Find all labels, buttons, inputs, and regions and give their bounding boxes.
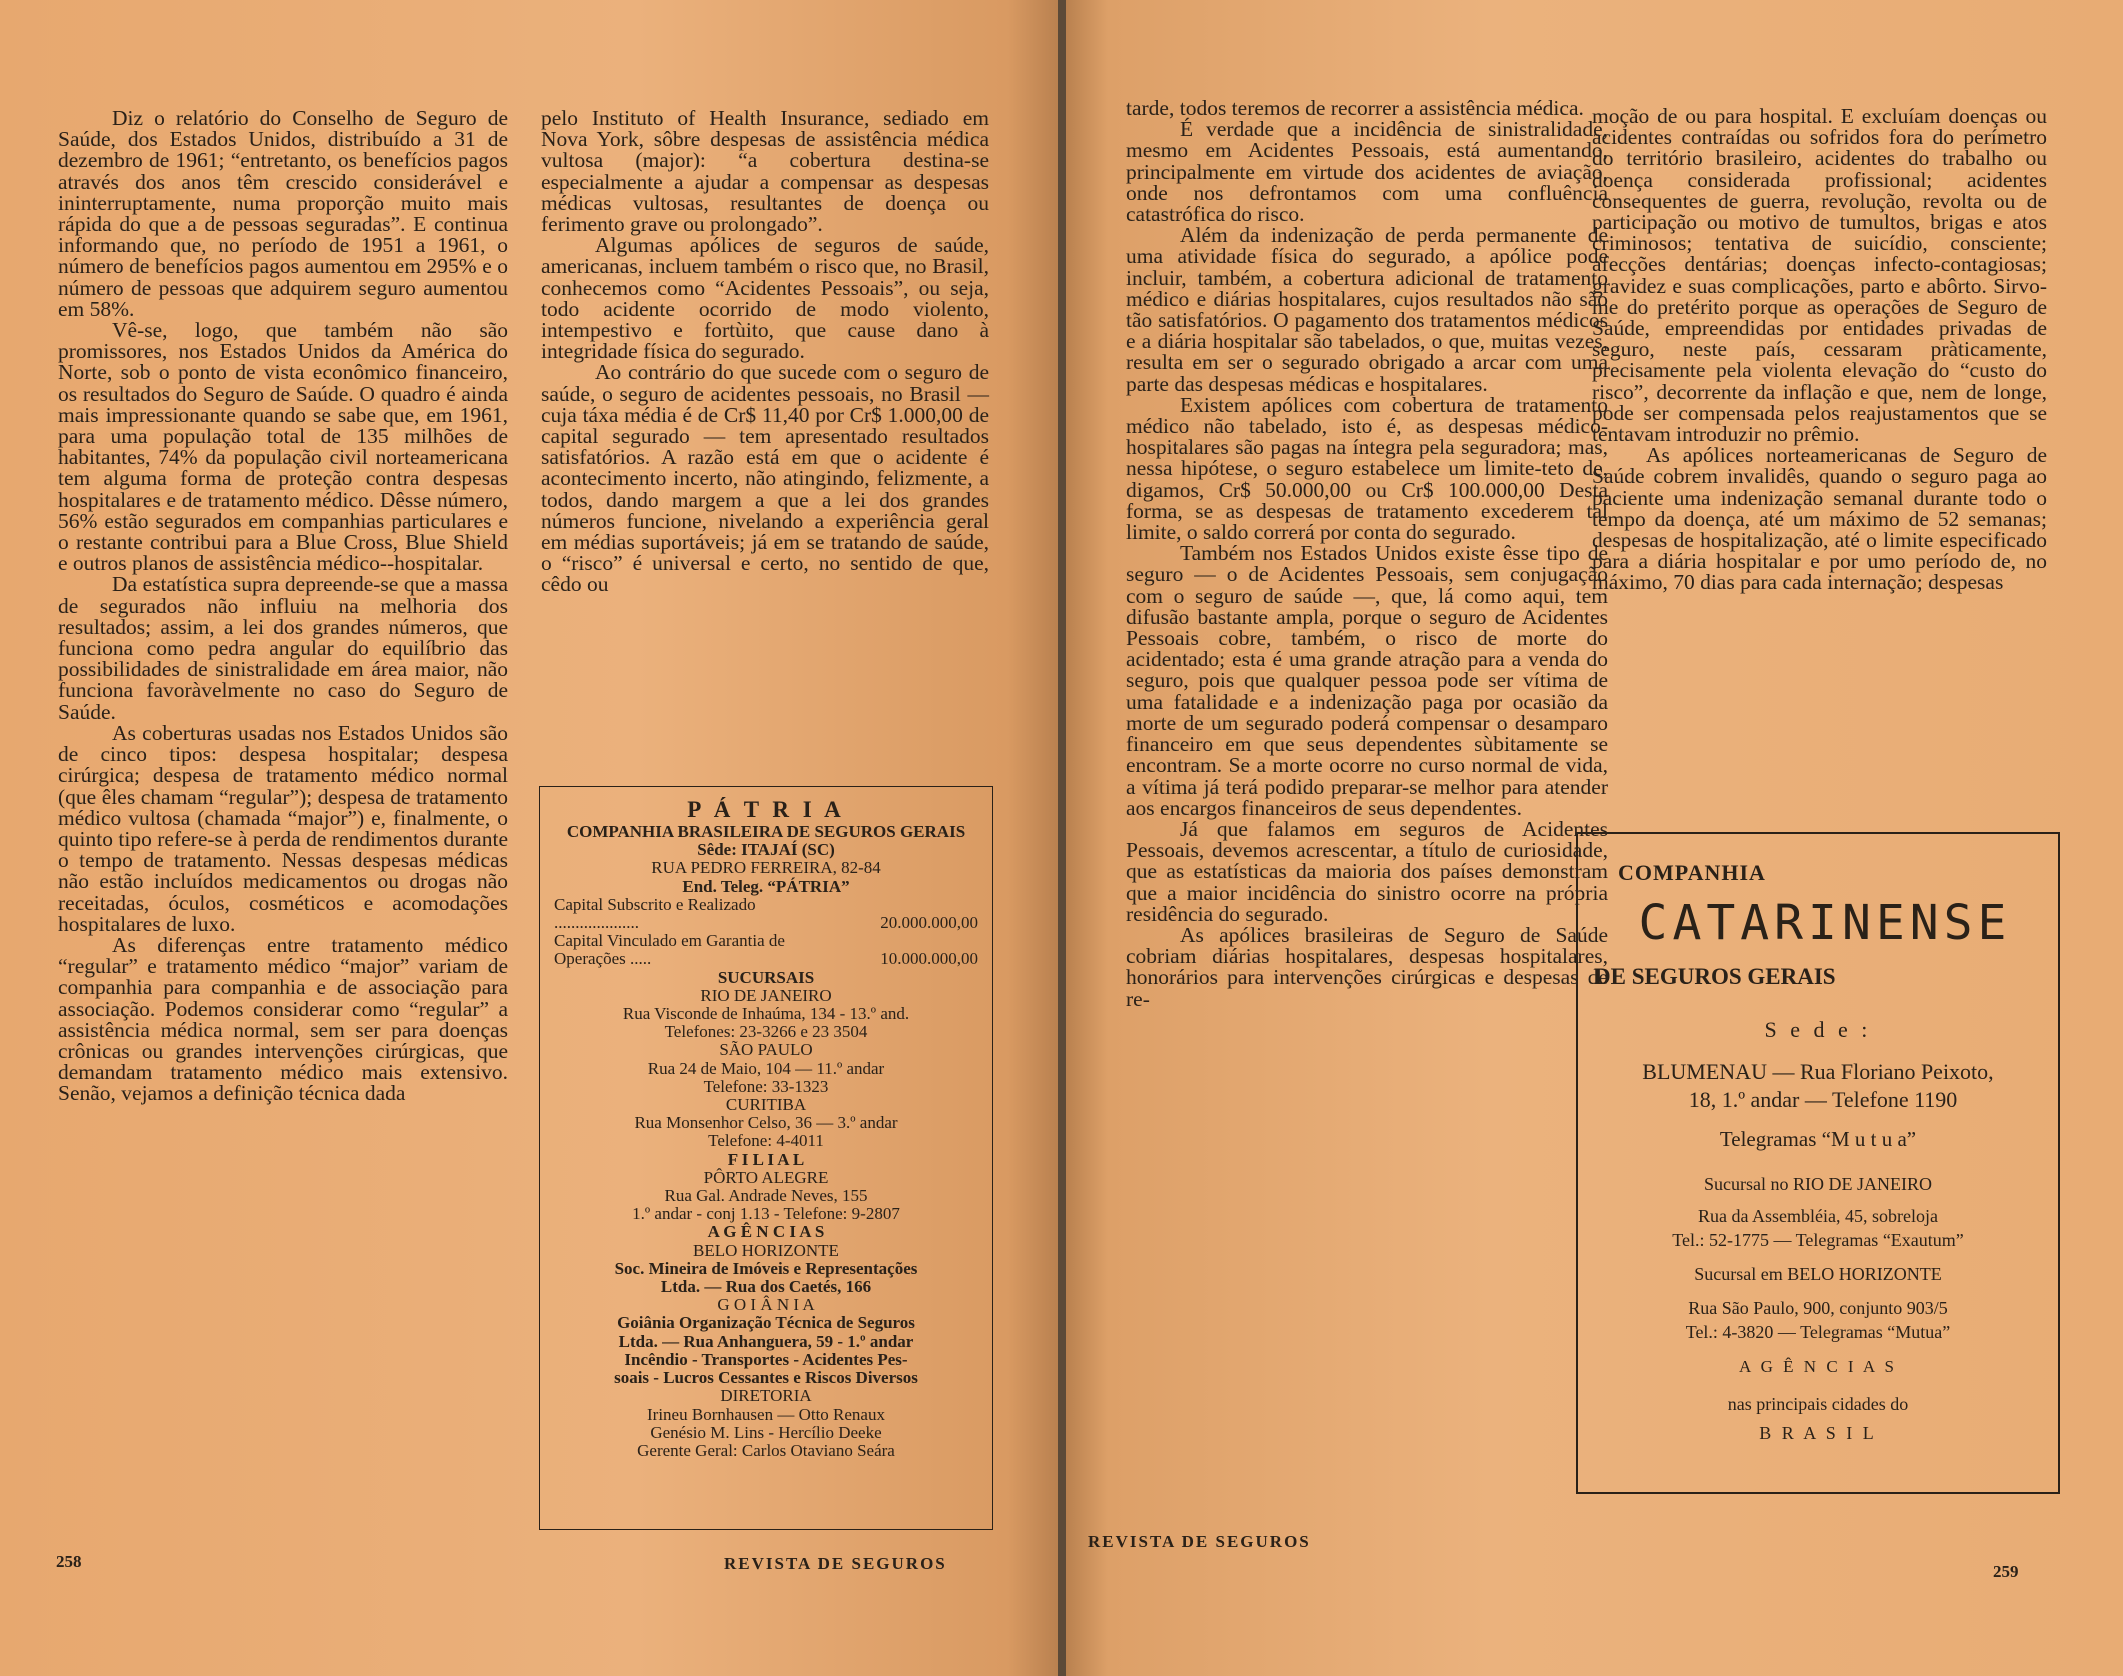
ad-telegram: Telegramas “M u t u a” [1719,1127,1917,1151]
ad-line: Rua 24 de Maio, 104 — 11.º andar [647,1058,885,1078]
right-page [1066,0,2123,1676]
ad-capital-value: 20.000.000,00 [880,913,978,933]
ad-line: Irineu Bornhausen — Otto Renaux [647,1404,885,1424]
ad-line: 1.º andar - conj 1.13 - Telefone: 9-2807 [632,1204,900,1224]
left-column-1 [58,108,508,1105]
paragraph: As diferenças entre tratamento médico “regular” e tratamento médico “major” variam de companhia para companhia e de associação para associação. Podemos considerar como “regular” a assistência médica normal, sem ser para doenças crônicas ou grandes intervenções cirúrgicas, que demandam tratamento médico mais extensivo. Senão, vejamos a definição técnica dada [58,932,508,1106]
ad-line: Genésio M. Lins - Hercílio Deeke [650,1422,882,1442]
ad-line: soais - Lucros Cessantes e Riscos Diversos [614,1368,918,1388]
ad-line: Ltda. — Rua dos Caetés, 166 [660,1277,872,1297]
ad-section-heading: SUCURSAIS [717,967,815,987]
ad-line: COMPANHIA [1618,860,1766,885]
ad-capital-row [540,896,992,932]
ad-city: G O I Â N I A [717,1295,815,1315]
ad-sede: S e d e : [1764,1017,1872,1042]
paragraph: Também nos Estados Unidos existe êsse tipo de seguro — o de Acidentes Pessoais, sem conjugação com o seguro de saúde —, que, lá como aqui, tem difusão bastante ampla, porque o seguro de Acidentes Pessoais cobre, também, o risco de morte do acidentado; esta é uma grande atração para a venda do seguro, pois que qualquer pessoa pode ser vítima de uma fatalidade e a indenização paga por ocasião da morte de um segurado poderá compensar o desamparo financeiro em que seus dependentes sùbitamente se encontram. Se a morte ocorre no curso normal de vida, a vítima já terá podido preparar-se melhor para atender aos encargos financeiros de seus dependentes. [1126,541,1608,820]
ad-address: RUA PEDRO FERREIRA, 82-84 [651,858,881,878]
paragraph: Ao contrário do que sucede com o seguro de saúde, o seguro de acidentes pessoais, no Brasil — cuja táxa média é de Cr$ 11,40 por Cr$ 1.000,00 de capital segurado — tem apresentado resultados satisfatórios. A razão está em que o acidente é acontecimento incerto, não atingindo, felizmente, a todos, dando margem a que a lei dos grandes números funcione, nivelando a experiência geral em médias suportáveis; já em se tratando de saúde, o “risco” é universal e certo, no sentido de que, cêdo ou [541,360,989,597]
ad-section-heading: DIRETORIA [720,1386,812,1406]
paragraph: Diz o relatório do Conselho de Seguro de Saúde, dos Estados Unidos, distribuído a 31 de dezembro de 1961; “entretanto, os benefícios pagos através dos anos têm crescido considerável e ininterruptamente, numa proporção muito mais rápida do que a de pessoas seguradas”. E continua informando que, no período de 1951 a 1961, o número de benefícios pagos aumentou em 295% e o número de pessoas que adquirem seguro aumentou em 58%. [58,106,508,321]
left-page [0,0,1060,1676]
ad-line: Rua da Assembléia, 45, sobreloja [1698,1206,1938,1226]
ad-title: P Á T R I A [687,797,845,822]
ad-section-heading: A G Ê N C I A S [707,1222,825,1242]
running-title: REVISTA DE SEGUROS [1088,1532,1311,1551]
ad-city: PÔRTO ALEGRE [703,1167,829,1187]
ad-line: DE SEGUROS GERAIS [1594,964,1836,989]
ad-capital-label: Capital Vinculado em Garantia de Operações ..... [554,931,785,969]
right-column-2 [1592,106,2047,594]
ad-sede: Sêde: ITAJAÍ (SC) [697,840,835,860]
ad-line: Telefone: 4-4011 [708,1131,824,1151]
ad-section-heading: F I L I A L [727,1149,805,1169]
paragraph: Da estatística supra depreende-se que a massa de segurados não influiu na melhoria dos resultados; assim, a lei dos grandes números, que funciona como pedra angular do equilíbrio das possibilidades de sinistralidade em área maior, não funciona favoràvelmente no caso do Seguro de Saúde. [58,572,508,724]
catarinense-advertisement [1576,832,2060,1494]
paragraph: As coberturas usadas nos Estados Unidos são de cinco tipos: despesa hospitalar; despesa cirúrgica; despesa de tratamento médico normal (que êles chamam “regular”); despesa de tratamento médico vultosa (chamada “major”) e, finalmente, o quinto tipo refere-se à perda de rendimentos durante o tempo de tratamento. Nessas despesas médicas não estão incluídos medicamentos ou drogas não receitadas, óculos, cosméticos e acomodações hospitalares de luxo. [58,720,508,936]
page-number: 259 [1993,1562,2019,1581]
ad-capital-label: Capital Subscrito e Realizado .................... [554,894,756,933]
paragraph: Algumas apólices de seguros de saúde, americanas, incluem também o risco que, no Brasil, conhecemos como “Acidentes Pessoais”, ou seja, todo acidente ocorrido de modo violento, intempestivo e fortùito, que cause dano à integridade física do segurado. [541,233,989,364]
ad-company-name: CATARINENSE [1638,895,2012,951]
ad-city: RIO DE JANEIRO [700,985,832,1005]
ad-line: Incêndio - Transportes - Acidentes Pes- [624,1349,908,1369]
paragraph: Existem apólices com cobertura de tratamento médico não tabelado, isto é, as despesas médico-hospitalares são pagas na íntegra pela seguradora; mas, nessa hipótese, o seguro estabelece um limite-teto de, digamos, Cr$ 50.000,00 ou Cr$ 100.000,00 Desta forma, se as despesas de tratamento excederem tal limite, o saldo correrá por conta do segurado. [1126,392,1608,545]
ad-line: Ltda. — Rua Anhanguera, 59 - 1.º andar [618,1331,914,1351]
paragraph: As apólices brasileiras de Seguro de Saúde cobriam diárias hospitalares, despesas hospitalares, honorários para intervenções cirúrgicas e despesas de re- [1126,922,1608,1011]
ad-address: BLUMENAU — Rua Floriano Peixoto, [1642,1059,1994,1084]
paragraph: Já que falamos em seguros de Acidentes Pessoais, devemos acrescentar, a título de curiosidade, que as estatísticas da maioria dos países demonstram que a maior incidência do sinistro ocorre na própria residência do segurado. [1126,816,1608,926]
ad-line: Sucursal no RIO DE JANEIRO [1704,1174,1932,1194]
ad-line: Telefone: 33-1323 [703,1076,829,1096]
paragraph: É verdade que a incidência de sinistralidade, mesmo em Acidentes Pessoais, está aumentando, principalmente em virtude dos acidentes de aviação, onde nos defrontamos com uma confluência catastrófica do risco. [1126,117,1608,227]
ad-line: Rua Monsenhor Celso, 36 — 3.º andar [634,1113,898,1133]
paragraph: pelo Instituto of Health Insurance, sediado em Nova York, sôbre despesas de assistência médica vultosa (major): “a cobertura destina-se especialmente a ajudar a compensar as despesas médicas vultosas, resultantes de doença ou ferimento grave ou prolongado”. [541,106,989,237]
ad-line: Rua Gal. Andrade Neves, 155 [664,1186,868,1206]
ad-line: Sucursal em BELO HORIZONTE [1694,1264,1942,1284]
ad-line: B R A S I L [1759,1423,1877,1443]
running-title: REVISTA DE SEGUROS [724,1554,947,1573]
paragraph: tarde, todos teremos de recorrer a assistência médica. [1126,96,1584,120]
ad-city: CURITIBA [725,1095,807,1115]
paragraph: As apólices norteamericanas de Seguro de Saúde cobrem invalidês, quando o seguro paga ao paciente uma indenização semanal durante todo o tempo da doença, até um máximo de 52 semanas; despesas de hospitalização, até o limite especificado para a diária hospitalar e por umo período de, no máximo, 70 dias para cada internação; despesas [1592,443,2047,595]
ad-telegram: End. Teleg. “PÁTRIA” [682,876,850,896]
ad-capital-row [540,932,992,968]
ad-address: 18, 1.º andar — Telefone 1190 [1688,1087,1958,1112]
ad-line: Telefones: 23-3266 e 23 3504 [664,1022,868,1042]
ad-company: COMPANHIA BRASILEIRA DE SEGUROS GERAIS [566,822,966,841]
page-number: 258 [56,1552,82,1571]
ad-line: A G Ê N C I A S [1739,1357,1897,1376]
left-column-2 [541,108,989,596]
ad-city: SÃO PAULO [719,1040,813,1060]
patria-advertisement [539,786,993,1530]
ad-line: Gerente Geral: Carlos Otaviano Seára [637,1440,895,1460]
ad-line: Goiânia Organização Técnica de Seguros [617,1313,915,1333]
ad-city: BELO HORIZONTE [693,1240,839,1260]
ad-line: Tel.: 4-3820 — Telegramas “Mutua” [1685,1322,1951,1342]
ad-capital-value: 10.000.000,00 [880,949,978,969]
paragraph: Além da indenização de perda permanente de uma atividade física do segurado, a apólice pode incluir, também, a cobertura adicional de tratamento médico e diárias hospitalares, cujos resultados não são tão satisfatórios. O pagamento dos tratamentos médicos e a diária hospitalar são tabelados, o que, muitas vezes, resulta em ser o segurado obrigado a arcar com uma parte das despesas médicas e hospitalares. [1126,223,1608,396]
paragraph: moção de ou para hospital. E excluíam doenças ou acidentes contraídas ou sofridos fora do perímetro do território brasileiro, acidentes do trabalho ou doença considerada profissional; acidentes consequentes de guerra, revolução, revolta ou de participação ou motivo de tumultos, brigas e atos criminosos; tentativa de suicídio, consciente; afecções dentárias; doenças infecto-contagiosas; gravidez e suas complicações, parto e abôrto. Sirvo-me do pretérito porque as operações de Seguro de Saúde, empreendidas por entidades privadas de seguro, neste país, cessaram pràticamente, precisamente pela violenta elevação do “custo do risco”, decorrente da inflação e que, nem de longe, pode ser compensada pelos reajustamentos que se tentavam introduzir no prêmio. [1592,104,2047,447]
ad-line: Soc. Mineira de Imóveis e Representações [614,1258,918,1278]
ad-line: nas principais cidades do [1727,1394,1909,1414]
ad-line: Tel.: 52-1775 — Telegramas “Exautum” [1672,1230,1964,1250]
paragraph: Vê-se, logo, que também não são promissores, nos Estados Unidos da América do Norte, sob o ponto de vista econômico financeiro, os resultados do Seguro de Saúde. O quadro é ainda mais impressionante quando se sabe que, em 1961, para uma população total de 135 milhões de habitantes, 74% da população civil norteamericana tem alguma forma de proteção contra despesas hospitalares e de tratamento médico. Dêsse número, 56% estão segurados em companhias particulares e o restante contribui para a Blue Cross, Blue Shield e outros planos de assistência médico--hospitalar. [58,318,508,576]
ad-line: Rua Visconde de Inhaúma, 134 - 13.º and. [622,1004,910,1024]
right-column-1 [1126,98,1608,1010]
ad-line: Rua São Paulo, 900, conjunto 903/5 [1688,1298,1948,1318]
